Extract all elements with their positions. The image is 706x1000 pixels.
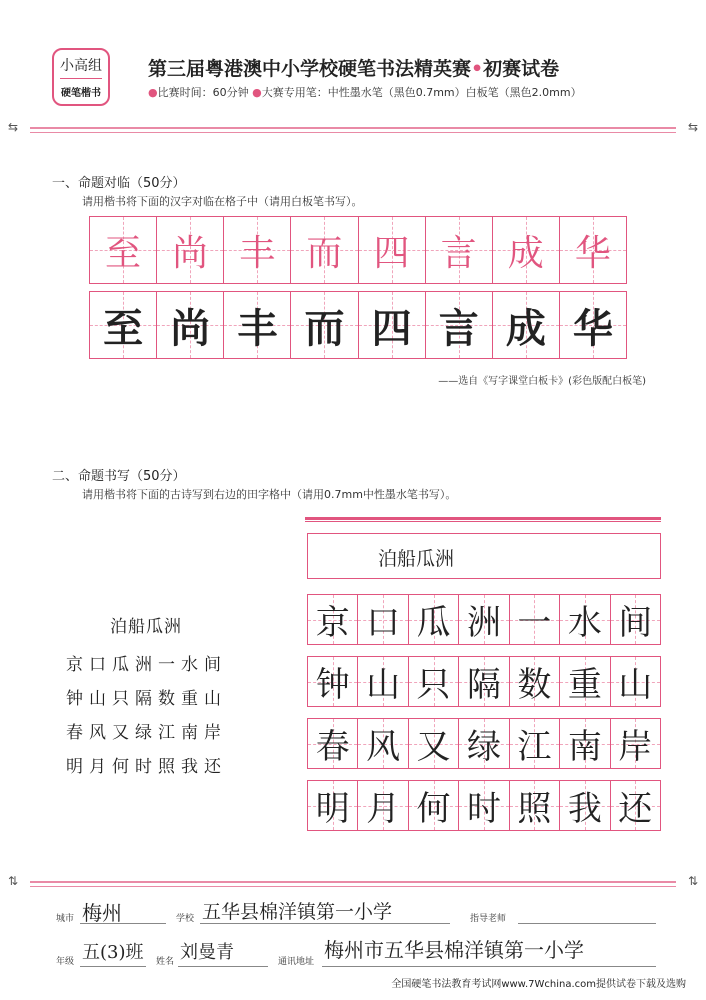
school-label: 学校 — [176, 914, 195, 924]
grid-char: 而 — [306, 232, 343, 274]
grid-cell — [560, 292, 626, 358]
grid-cell — [493, 292, 560, 358]
grid-char: 岸 — [618, 727, 653, 767]
city-field[interactable] — [80, 923, 166, 924]
arrow-icon: ⇆ — [8, 120, 19, 134]
section1-heading: 一、命题对临（50分） — [52, 176, 186, 191]
poem-line: 春风又绿江南岸 — [66, 723, 227, 743]
practice-grid — [89, 291, 627, 359]
grid-cell — [291, 292, 358, 358]
grid-char: 南 — [567, 727, 602, 767]
grade-value: 五(3)班 — [82, 942, 144, 963]
grid-cell — [409, 719, 459, 768]
grid-cell — [560, 719, 610, 768]
footer-note: 全国硬笔书法教育考试网www.7Wchina.com提供试卷下载及选购 — [391, 979, 686, 990]
poem-title: 泊船瓜洲 — [110, 617, 182, 637]
grid-char: 又 — [416, 727, 451, 767]
grid-char: 华 — [574, 232, 611, 274]
section2-instruction: 请用楷书将下面的古诗写到右边的田字格中（请用0.7mm中性墨水笔书写）。 — [82, 488, 457, 501]
grid-cell — [359, 292, 426, 358]
grid-char: 月 — [366, 789, 401, 829]
grid-char: 口 — [366, 603, 401, 643]
band-line — [30, 132, 676, 133]
grid-cell — [560, 595, 610, 644]
name-value: 刘曼青 — [180, 942, 234, 963]
grid-cell — [510, 719, 560, 768]
grid-char: 间 — [618, 603, 653, 643]
grid-char: 隔 — [466, 665, 501, 705]
name-field[interactable] — [178, 966, 268, 967]
answer-row — [307, 780, 661, 831]
grid-cell — [358, 595, 408, 644]
grid-cell — [493, 217, 560, 283]
grid-char: 只 — [416, 665, 451, 705]
divider-band-top — [8, 120, 698, 136]
grid-char: 成 — [507, 232, 544, 274]
poem-line: 钟山只隔数重山 — [66, 689, 227, 709]
written-title: 泊船瓜洲 — [378, 548, 455, 570]
address-value: 梅州市五华县棉洋镇第一小学 — [324, 938, 584, 962]
badge-group-label: 小高组 — [60, 58, 102, 74]
grid-char: 一 — [517, 603, 552, 643]
grid-cell — [611, 781, 660, 830]
grid-cell — [510, 781, 560, 830]
grid-char: 丰 — [239, 232, 276, 274]
source-note: ——选自《写字课堂白板卡》(彩色版配白板笔) — [438, 376, 646, 387]
pen-bullet: ● — [252, 86, 262, 99]
grid-cell — [510, 657, 560, 706]
grid-char: 明 — [315, 789, 350, 829]
grid-char: 至 — [105, 232, 142, 274]
grid-char: 京 — [315, 603, 350, 643]
grid-char: 四 — [371, 304, 412, 352]
grid-char: 四 — [373, 232, 410, 274]
grid-cell — [459, 595, 509, 644]
name-label: 姓名 — [156, 957, 175, 967]
badge-script-label: 硬笔楷书 — [61, 88, 101, 99]
grid-char: 丰 — [237, 304, 278, 352]
grade-field[interactable] — [80, 966, 146, 967]
grid-cell — [560, 217, 626, 283]
grid-char: 言 — [440, 232, 477, 274]
section2-heading: 二、命题书写（50分） — [52, 469, 186, 484]
grid-char: 瓜 — [416, 603, 451, 643]
grid-cell — [426, 217, 493, 283]
model-grid — [89, 216, 627, 284]
grid-cell — [308, 719, 358, 768]
teacher-label: 指导老师 — [470, 914, 507, 924]
grid-cell — [224, 217, 291, 283]
school-field[interactable] — [200, 923, 450, 924]
grid-char: 江 — [517, 727, 552, 767]
arrow-icon: ⇆ — [687, 120, 698, 134]
grid-cell — [224, 292, 291, 358]
arrow-icon: ⇅ — [687, 874, 698, 888]
grid-char: 时 — [466, 789, 501, 829]
answer-row — [307, 718, 661, 769]
grid-cell — [90, 217, 157, 283]
poem-line: 京口瓜洲一水间 — [66, 655, 227, 675]
grid-cell — [308, 781, 358, 830]
grid-cell — [90, 292, 157, 358]
section1-instruction: 请用楷书将下面的汉字对临在格子中（请用白板笔书写）。 — [82, 195, 363, 208]
band-line — [30, 881, 676, 883]
grid-cell — [308, 595, 358, 644]
grid-cell — [459, 719, 509, 768]
answer-row — [307, 594, 661, 645]
band-line — [30, 127, 676, 129]
grid-cell — [359, 217, 426, 283]
grid-cell — [409, 595, 459, 644]
grid-char: 水 — [567, 603, 602, 643]
school-value: 五华县棉洋镇第一小学 — [202, 901, 393, 923]
grid-char: 春 — [315, 727, 350, 767]
grid-cell — [459, 781, 509, 830]
grid-cell — [308, 657, 358, 706]
grid-cell — [611, 719, 660, 768]
title-dot: • — [471, 58, 484, 80]
time-bullet: ● — [148, 86, 158, 99]
exam-info — [148, 84, 582, 100]
grid-cell — [611, 595, 660, 644]
grid-char: 成 — [505, 304, 546, 352]
answer-row — [307, 656, 661, 707]
written-title-box — [307, 533, 661, 579]
grid-char: 而 — [304, 304, 345, 352]
grid-cell — [358, 781, 408, 830]
grid-char: 绿 — [466, 727, 501, 767]
grid-char: 洲 — [466, 603, 501, 643]
grid-char: 还 — [618, 789, 653, 829]
grid-cell — [291, 217, 358, 283]
arrow-icon: ⇅ — [8, 874, 19, 888]
exam-time: 比赛时间：60分钟 — [157, 86, 249, 99]
grid-char: 尚 — [170, 304, 211, 352]
grade-label: 年级 — [56, 957, 75, 967]
badge-divider — [60, 78, 102, 79]
grid-char: 言 — [438, 304, 479, 352]
grid-cell — [426, 292, 493, 358]
grid-char: 山 — [618, 665, 653, 705]
answer-box-border — [305, 517, 661, 522]
grid-cell — [510, 595, 560, 644]
city-label: 城市 — [56, 914, 75, 924]
band-line — [30, 886, 676, 887]
grid-char: 山 — [366, 665, 401, 705]
grid-char: 数 — [517, 665, 552, 705]
grid-char: 我 — [567, 789, 602, 829]
grid-char: 照 — [517, 789, 552, 829]
divider-band-bottom — [8, 874, 698, 890]
grid-char: 何 — [416, 789, 451, 829]
grid-char: 华 — [572, 304, 613, 352]
grid-char: 重 — [567, 665, 602, 705]
grid-cell — [358, 719, 408, 768]
grid-cell — [409, 657, 459, 706]
grid-cell — [560, 781, 610, 830]
exam-title-main: 第三届粤港澳中小学校硬笔书法精英赛 — [148, 58, 472, 80]
group-badge — [52, 48, 110, 106]
grid-cell — [157, 217, 224, 283]
grid-cell — [358, 657, 408, 706]
exam-title-suffix: 初赛试卷 — [483, 58, 560, 80]
grid-cell — [459, 657, 509, 706]
grid-cell — [409, 781, 459, 830]
poem-line: 明月何时照我还 — [66, 757, 227, 777]
grid-cell — [560, 657, 610, 706]
grid-cell — [157, 292, 224, 358]
exam-pen: 大赛专用笔：中性墨水笔（黑色0.7mm）白板笔（黑色2.0mm） — [261, 86, 582, 99]
grid-char: 风 — [366, 727, 401, 767]
grid-char: 钟 — [315, 665, 350, 705]
grid-cell — [611, 657, 660, 706]
exam-title — [148, 54, 559, 81]
city-value: 梅州 — [82, 901, 122, 925]
grid-char: 尚 — [172, 232, 209, 274]
grid-char: 至 — [103, 304, 144, 352]
address-label: 通讯地址 — [278, 957, 315, 967]
address-field[interactable] — [322, 966, 656, 967]
teacher-field[interactable] — [518, 923, 656, 924]
